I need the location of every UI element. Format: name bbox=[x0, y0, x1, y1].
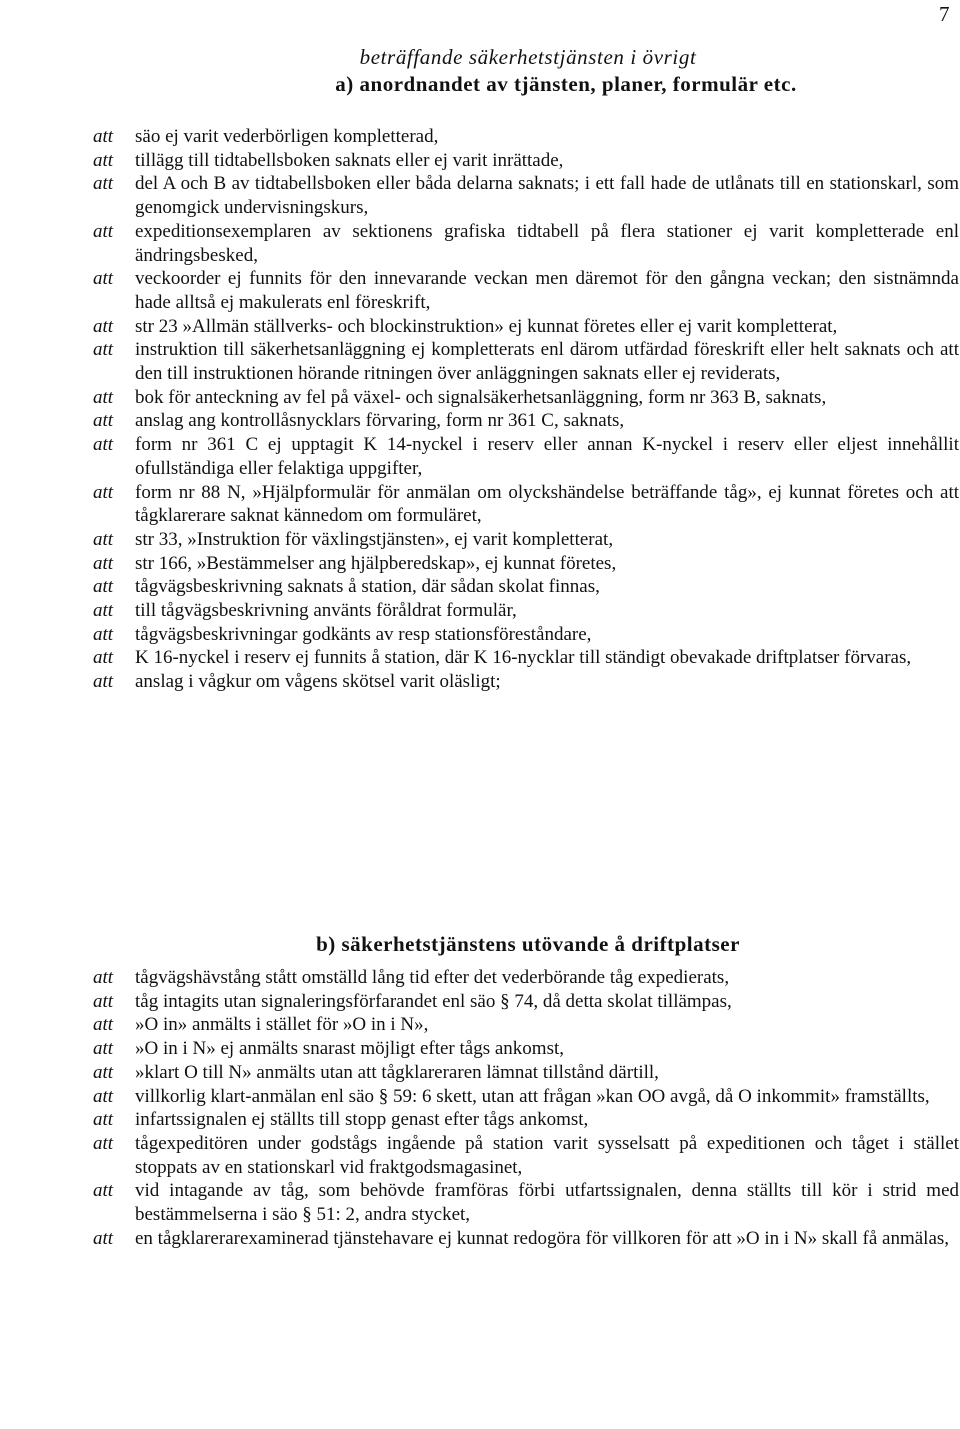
item-marker: att bbox=[93, 1085, 114, 1107]
item-marker: att bbox=[93, 528, 114, 550]
page-heading: beträffande säkerhetstjänsten i övrigt bbox=[359, 45, 697, 69]
item-marker: att bbox=[93, 481, 114, 503]
item-text: anslag i vågkur om vågens skötsel varit oläsligt; bbox=[135, 671, 501, 693]
list-item bbox=[93, 172, 959, 219]
item-text: form nr 88 N, »Hjälpformulär för anmälan om olyckshändelse beträffande tåg», ej kunnat företes och att tågklarerare saknat kännedom om formuläret, bbox=[135, 481, 959, 527]
item-text: expeditionsexemplaren av sektionens grafiska tidtabell på flera stationer ej varit kompletterade enl ändringsbesked, bbox=[135, 220, 959, 266]
list-item bbox=[93, 575, 959, 599]
item-text: tågvägsbeskrivningar godkänts av resp stationsföreståndare, bbox=[135, 623, 592, 645]
list-item bbox=[93, 1108, 959, 1132]
item-text: en tågklarerarexaminerad tjänstehavare ej kunnat redogöra för villkoren för att »O in i N» skall få anmälas, bbox=[135, 1227, 950, 1249]
list-item bbox=[93, 433, 959, 480]
item-marker: att bbox=[93, 600, 114, 622]
item-text: tågvägsbeskrivning saknats å station, där sådan skolat finnas, bbox=[135, 576, 600, 598]
list-item bbox=[93, 599, 959, 623]
item-marker: att bbox=[93, 315, 114, 337]
item-text: tåg intagits utan signaleringsförfarandet enl säo § 74, då detta skolat tillämpas, bbox=[135, 990, 732, 1012]
list-item bbox=[93, 1132, 959, 1179]
item-text: K 16-nyckel i reserv ej funnits å station, där K 16-nycklar till ständigt obevakade driftplatser förvaras, bbox=[135, 647, 912, 669]
item-marker: att bbox=[93, 434, 114, 456]
item-text: anslag ang kontrollåsnycklars förvaring, form nr 361 C, saknats, bbox=[135, 410, 625, 432]
item-marker: att bbox=[93, 1038, 114, 1060]
item-marker: att bbox=[93, 386, 114, 408]
item-marker: att bbox=[93, 268, 114, 290]
item-text: »klart O till N» anmälts utan att tågklareraren lämnat tillstånd därtill, bbox=[135, 1061, 659, 1083]
item-marker: att bbox=[93, 1109, 114, 1131]
item-text: villkorlig klart-anmälan enl säo § 59: 6 skett, utan att frågan »kan OO avgå, då O inkommit» framställts, bbox=[135, 1085, 930, 1107]
item-marker: att bbox=[93, 647, 114, 669]
item-text: »O in» anmälts i stället för »O in i N», bbox=[135, 1014, 429, 1036]
item-marker: att bbox=[93, 173, 114, 195]
item-text: »O in i N» ej anmälts snarast möjligt efter tågs ankomst, bbox=[135, 1038, 565, 1060]
list-item bbox=[93, 1227, 959, 1251]
item-marker: att bbox=[93, 126, 114, 147]
item-marker: att bbox=[93, 1014, 114, 1036]
item-marker: att bbox=[93, 1227, 114, 1249]
list-item bbox=[93, 646, 959, 670]
item-text: infartssignalen ej ställts till stopp genast efter tågs ankomst, bbox=[135, 1109, 589, 1131]
list-item bbox=[93, 670, 959, 694]
item-marker: att bbox=[93, 220, 114, 242]
list-item bbox=[93, 315, 959, 339]
list-item bbox=[93, 1179, 959, 1226]
item-text: tillägg till tidtabellsboken saknats eller ej varit inrättade, bbox=[135, 149, 564, 171]
item-text: tågexpeditören under godstågs ingående på station varit sysselsatt på expeditionen och tåget i stället stoppats av en stationskarl vid fraktgodsmagasinet, bbox=[135, 1132, 959, 1178]
item-marker: att bbox=[93, 410, 114, 432]
item-marker: att bbox=[93, 967, 114, 988]
list-item bbox=[93, 386, 959, 410]
list-item bbox=[93, 338, 959, 385]
section-b-title: b) säkerhetstjänstens utövande å driftplatser bbox=[316, 932, 740, 956]
item-marker: att bbox=[93, 990, 114, 1012]
item-marker: att bbox=[93, 1061, 114, 1083]
page-number: 7 bbox=[939, 2, 950, 26]
item-marker: att bbox=[93, 339, 114, 361]
item-text: bok för anteckning av fel på växel- och signalsäkerhetsanläggning, form nr 363 B, saknats, bbox=[135, 386, 827, 408]
list-item bbox=[93, 990, 959, 1014]
list-item bbox=[93, 623, 959, 647]
item-text: säo ej varit vederbörligen kompletterad, bbox=[135, 126, 439, 147]
item-marker: att bbox=[93, 576, 114, 598]
list-item bbox=[93, 1037, 959, 1061]
item-text: instruktion till säkerhetsanläggning ej kompletterats enl därom utfärdad föreskrift eller helt saknats och att den till instruktionen hörande ritningen över anläggningen saknats eller ej reviderats, bbox=[135, 339, 959, 385]
item-marker: att bbox=[93, 623, 114, 645]
list-item bbox=[93, 966, 959, 990]
list-item bbox=[93, 220, 959, 267]
item-marker: att bbox=[93, 552, 114, 574]
item-marker: att bbox=[93, 149, 114, 171]
item-text: del A och B av tidtabellsboken eller båda delarna saknats; i ett fall hade de utlånats till en stationskarl, som genomgick undervisningskurs, bbox=[135, 173, 959, 219]
list-item bbox=[93, 267, 959, 314]
item-text: veckoorder ej funnits för den innevarande veckan men däremot för den gångna veckan; den sistnämnda hade alltså ej makulerats enl föreskrift, bbox=[135, 268, 959, 313]
item-marker: att bbox=[93, 671, 114, 693]
item-text: str 23 »Allmän ställverks- och blockinstruktion» ej kunnat företes eller ej varit kompletterat, bbox=[135, 315, 838, 337]
section-a-title: a) anordnandet av tjänsten, planer, formulär etc. bbox=[335, 72, 797, 96]
list-item bbox=[93, 552, 959, 576]
list-item bbox=[93, 125, 959, 149]
item-text: str 166, »Bestämmelser ang hjälpberedskap», ej kunnat företes, bbox=[135, 552, 617, 574]
list-item bbox=[93, 1061, 959, 1085]
list-item bbox=[93, 149, 959, 173]
item-text: vid intagande av tåg, som behövde framföras förbi utfartssignalen, denna ställts till kör i strid med bestämmelserna i säo § 51: 2, andra stycket, bbox=[135, 1180, 959, 1226]
item-text: form nr 361 C ej upptagit K 14-nyckel i reserv eller annan K-nyckel i reserv eller eljest innehållit ofullständiga eller felaktiga uppgifter, bbox=[135, 434, 959, 479]
list-item bbox=[93, 1085, 959, 1109]
item-text: str 33, »Instruktion för växlingstjänsten», ej varit kompletterat, bbox=[135, 528, 614, 550]
list-item bbox=[93, 481, 959, 528]
item-marker: att bbox=[93, 1132, 114, 1154]
item-marker: att bbox=[93, 1180, 114, 1202]
item-text: tågvägshävstång stått omställd lång tid efter det vederbörande tåg expedierats, bbox=[135, 967, 730, 988]
list-item bbox=[93, 409, 959, 433]
section-a-list bbox=[93, 125, 959, 694]
list-item bbox=[93, 1013, 959, 1037]
item-text: till tågvägsbeskrivning använts föråldrat formulär, bbox=[135, 600, 517, 622]
section-b-list bbox=[93, 966, 959, 1250]
list-item bbox=[93, 528, 959, 552]
